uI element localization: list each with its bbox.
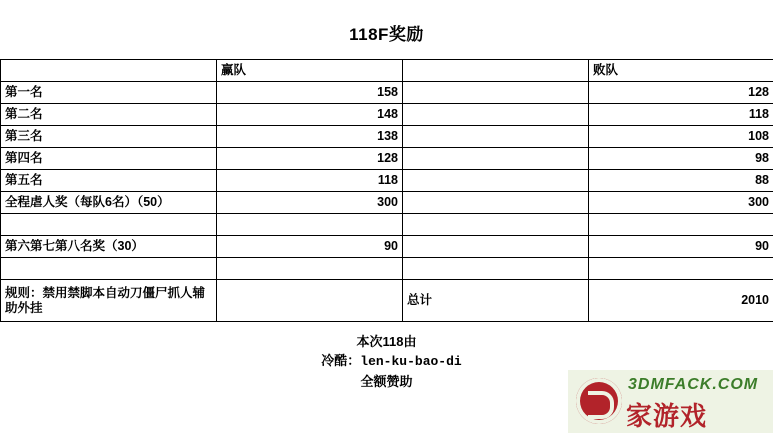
row-middle-value [403,192,589,214]
row-middle-value [403,82,589,104]
table-row [1,126,773,148]
table-row [1,104,773,126]
table-row-blank [1,214,773,236]
table-row-blank [1,258,773,280]
row-lose-value: 98 [589,148,773,170]
row-label: 第一名 [1,82,217,104]
row-middle-value [403,236,589,258]
row-lose-value [589,214,773,236]
row-middle-value [403,170,589,192]
table-row [1,82,773,104]
rule-win-value [217,280,403,322]
watermark-top-text: 3DMFACK.COM [628,376,759,393]
footer-line-3: 全额赞助 [360,374,413,390]
table-row-rule [1,280,773,322]
watermark-logo-icon [576,378,622,424]
row-label: 第四名 [1,148,217,170]
page-title: 118F奖励 [349,25,424,44]
row-win-value: 138 [217,126,403,148]
reward-table [0,59,773,322]
row-win-value: 118 [217,170,403,192]
row-win-value: 90 [217,236,403,258]
footer-line-1: 本次118由 [356,334,417,349]
row-lose-value: 128 [589,82,773,104]
row-win-value: 128 [217,148,403,170]
row-label: 第三名 [1,126,217,148]
header-cell-middle [403,60,589,82]
row-middle-value [403,148,589,170]
row-middle-value [403,214,589,236]
row-win-value [217,214,403,236]
row-lose-value: 300 [589,192,773,214]
table-row [1,236,773,258]
row-label [1,258,217,280]
header-cell-win: 赢队 [217,60,403,82]
row-lose-value [589,258,773,280]
row-label [1,214,217,236]
row-lose-value: 108 [589,126,773,148]
rule-label: 规则：禁用禁脚本自动刀僵尸抓人辅助外挂 [1,280,217,322]
row-middle-value [403,104,589,126]
row-lose-value: 90 [589,236,773,258]
total-value: 2010 [589,280,773,322]
row-label: 全程虐人奖（每队6名）（50） [1,192,217,214]
row-win-value: 158 [217,82,403,104]
table-row [1,170,773,192]
table-row [1,192,773,214]
row-label: 第六第七第八名奖（30） [1,236,217,258]
row-label: 第二名 [1,104,217,126]
row-win-value: 300 [217,192,403,214]
row-lose-value: 118 [589,104,773,126]
total-label: 总计 [403,280,589,322]
watermark-bottom-text: 家游戏 [626,401,708,431]
row-label: 第五名 [1,170,217,192]
row-middle-value [403,126,589,148]
header-cell-label [1,60,217,82]
footer-line-2: 冷酷：len-ku-bao-di [321,354,462,370]
row-win-value: 148 [217,104,403,126]
table-header-row [1,60,773,82]
header-cell-lose: 败队 [589,60,773,82]
row-middle-value [403,258,589,280]
row-win-value [217,258,403,280]
row-lose-value: 88 [589,170,773,192]
table-row [1,148,773,170]
watermark [568,370,773,433]
